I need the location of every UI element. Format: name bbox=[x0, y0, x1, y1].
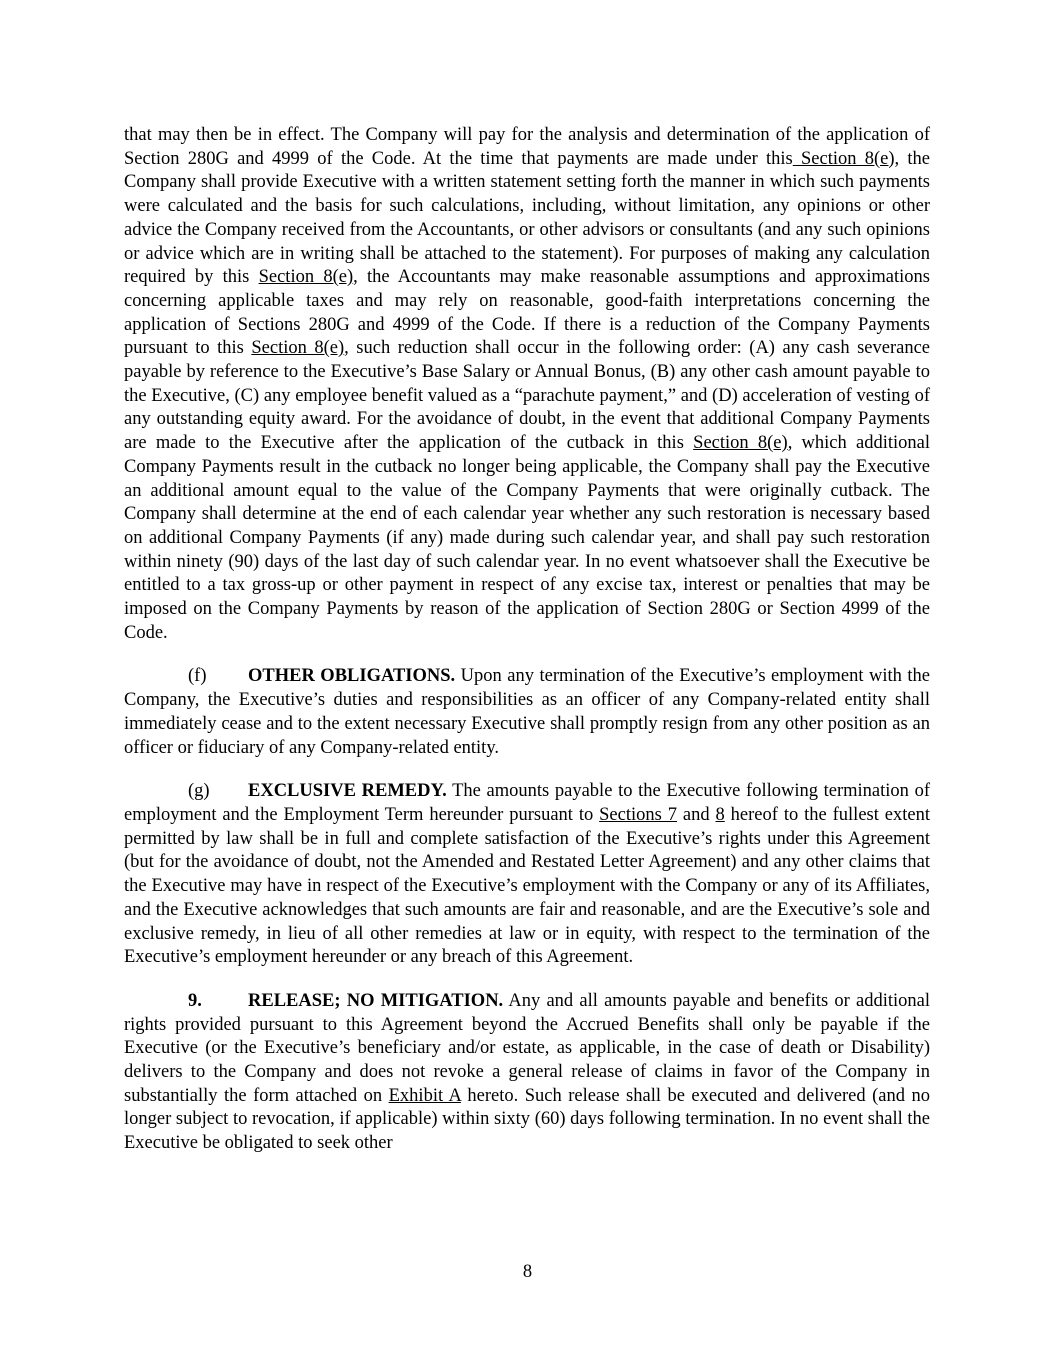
text-run: The amounts payable to the Executive following termination of employment and the Employment Term hereunder pursuant to bbox=[124, 781, 931, 825]
section-reference: Section 8(e), bbox=[792, 148, 900, 169]
section-reference: Section 8(e) bbox=[693, 433, 788, 454]
text-run: hereto. Such release shall be executed and delivered (and no longer subject to revocation, if applicable) within sixty (60) days following termination. In no event shall the Executive be obligated to seek other bbox=[124, 1085, 930, 1154]
clause-heading: EXCLUSIVE REMEDY. bbox=[248, 781, 447, 802]
clause-heading: OTHER OBLIGATIONS. bbox=[248, 666, 456, 687]
section-reference: Section 8(e) bbox=[251, 338, 345, 359]
text-run: Any and all amounts payable and benefits or additional rights provided pursuant to this Agreement beyond the Accrued Benefits shall only be payable if the Executive (or the Executive’s beneficiary and/or estate, as applicable, in the case of death or Disability) delivers to the Company and does not revoke a general release of claims in favor of the Company in substantially the form attached on bbox=[124, 990, 930, 1106]
text-run: Upon any termination of the Executive’s employment with the Company, the Executive’s duties and responsibilities as an officer of any Company-related entity shall immediately cease and to the extent necessary Executive shall promptly resign from any other position as an officer or fiduciary of any Company-related entity. bbox=[124, 666, 930, 758]
section-reference: 8 bbox=[715, 804, 725, 825]
paragraph-other-obligations bbox=[124, 665, 930, 760]
text-run: and bbox=[676, 804, 716, 825]
text-run: the Company shall provide Executive with a written statement setting forth the manner in which such payments were calculated and the basis for such calculations, including, without limitation, any opinions or other advice the Company received from the Accountants, or other advisors or consultants (and any such opinions or advice which are in writing shall be attached to the statement). For purposes of making any calculation required by this bbox=[124, 148, 930, 288]
section-number: 9. bbox=[188, 990, 202, 1011]
text-run: , such reduction shall occur in the following order: (A) any cash severance payable by reference to the Executive’s Base Salary or Annual Bonus, (B) any other cash amount payable to the Executive, (C) any employee benefit valued as a “parachute payment,” and (D) acceleration of vesting of any outstanding equity award. For the avoidance of doubt, in the event that additional Company Payments are made to the Executive after the application of the cutback in this bbox=[124, 338, 930, 454]
paragraph-release-no-mitigation bbox=[124, 990, 930, 1156]
text-run: , which additional Company Payments result in the cutback no longer being applicable, the Company shall pay the Executive an additional amount equal to the value of the Company Payments that were originally cutback. The Company shall determine at the end of each calendar year whether any such restoration is necessary based on additional Company Payments (if any) made during such calendar year, and shall pay such restoration within ninety (90) days of the last day of such calendar year. In no event whatsoever shall the Executive be entitled to a tax gross-up or other payment in respect of any excise tax, interest or penalties that may be imposed on the Company Payments by reason of the application of Section 280G or Section 4999 of the Code. bbox=[124, 433, 930, 643]
text-run: that may then be in effect. The Company will pay for the analysis and determination of the application of Section 280G and 4999 of the Code. At the time that payments are made under this bbox=[124, 125, 930, 169]
clause-label: (f) bbox=[188, 666, 207, 687]
section-reference: Section 8(e) bbox=[258, 267, 354, 288]
paragraph-exclusive-remedy bbox=[124, 780, 930, 970]
clause-label: (g) bbox=[188, 781, 210, 802]
document-page bbox=[124, 124, 930, 1156]
section-heading: RELEASE; NO MITIGATION. bbox=[248, 990, 504, 1011]
text-run: hereof to the fullest extent permitted by law shall be in full and complete satisfaction of the Executive’s rights under this Agreement (but for the avoidance of doubt, not the Amended and Restated Letter Agreement) and any other claims that the Executive may have in respect of the Executive’s employment with the Company or any of its Affiliates, and the Executive acknowledges that such amounts are fair and reasonable, and are the Executive’s sole and exclusive remedy, in lieu of all other remedies at law or in equity, with respect to the termination of the Executive’s employment hereunder or any breach of this Agreement. bbox=[124, 804, 930, 968]
exhibit-reference: Exhibit A bbox=[388, 1085, 461, 1106]
paragraph-section-8e-continued bbox=[124, 124, 930, 645]
section-reference: Sections 7 bbox=[599, 804, 677, 825]
text-run: , the Accountants may make reasonable assumptions and approximations concerning applicable taxes and may rely on reasonable, good-faith interpretations concerning the application of Sections 280G and 4999 of the Code. If there is a reduction of the Company Payments pursuant to this bbox=[124, 267, 930, 359]
page-number: 8 bbox=[522, 1262, 533, 1282]
